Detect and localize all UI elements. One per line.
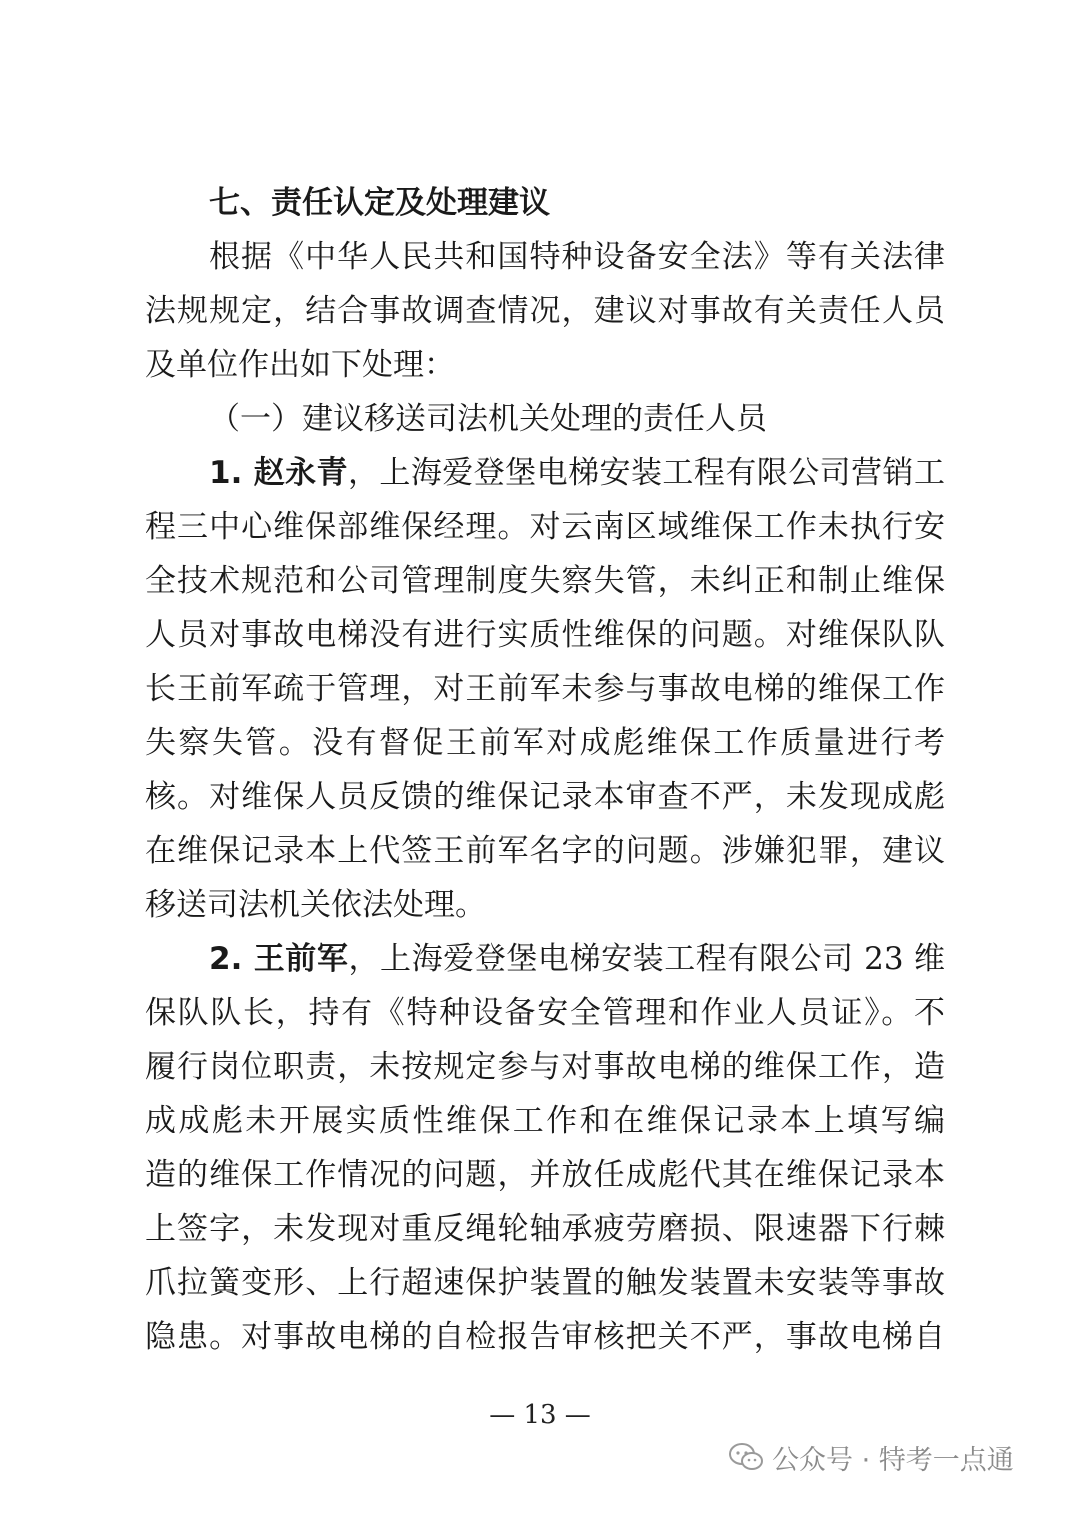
item2-line: 造的维保工作情况的问题，并放任成彪代其在维保记录本 [145,1157,945,1193]
intro-line: 法规规定，结合事故调查情况，建议对事故有关责任人员 [145,293,945,329]
item2-first-line [145,932,945,986]
subsection-title: （一）建议移送司法机关处理的责任人员 [209,401,767,437]
item1-name: 1. 赵永青 [209,455,348,491]
wechat-icon [728,1442,764,1472]
item2-name: 2. 王前军 [209,941,349,977]
item1-line: 失察失管。没有督促王前军对成彪维保工作质量进行考 [145,725,945,761]
intro-line: 及单位作出如下处理： [145,347,455,383]
item2-line: 履行岗位职责，未按规定参与对事故电梯的维保工作，造 [145,1049,945,1085]
item1-line: 人员对事故电梯没有进行实质性维保的问题。对维保队队 [145,617,945,653]
item1-line: 长王前军疏于管理，对王前军未参与事故电梯的维保工作 [145,671,945,707]
item1-line: 程三中心维保部维保经理。对云南区域维保工作未执行安 [145,509,945,545]
item2-line: 保队队长，持有《特种设备安全管理和作业人员证》。不 [145,995,945,1031]
section-title: 七、责任认定及处理建议 [209,185,550,221]
item2-line: 上签字，未发现对重反绳轮轴承疲劳磨损、限速器下行棘 [145,1211,945,1247]
item2-line: 成成彪未开展实质性维保工作和在维保记录本上填写编 [145,1103,945,1139]
item1-line: 核。对维保人员反馈的维保记录本审查不严，未发现成彪 [145,779,945,815]
item1-first-line [145,446,945,500]
intro-line: 根据《中华人民共和国特种设备安全法》等有关法律 [209,239,945,275]
item1-line: 在维保记录本上代签王前军名字的问题。涉嫌犯罪，建议 [145,833,945,869]
document-body [145,176,945,1364]
watermark [728,1437,1014,1477]
item1-line: 全技术规范和公司管理制度失察失管，未纠正和制止维保 [145,563,945,599]
watermark-text: 公众号 · 特考一点通 [772,1444,1014,1476]
item2-line: 隐患。对事故电梯的自检报告审核把关不严，事故电梯自 [145,1319,945,1355]
item1-line: 移送司法机关依法处理。 [145,887,486,923]
item2-line: 爪拉簧变形、上行超速保护装置的触发装置未安装等事故 [145,1265,945,1301]
item2-first-line-text: ，上海爱登堡电梯安装工程有限公司 23 维 [348,941,945,977]
item1-first-line-text: ，上海爱登堡电梯安装工程有限公司营销工 [347,455,946,491]
page-number: — 13 — [489,1400,591,1430]
